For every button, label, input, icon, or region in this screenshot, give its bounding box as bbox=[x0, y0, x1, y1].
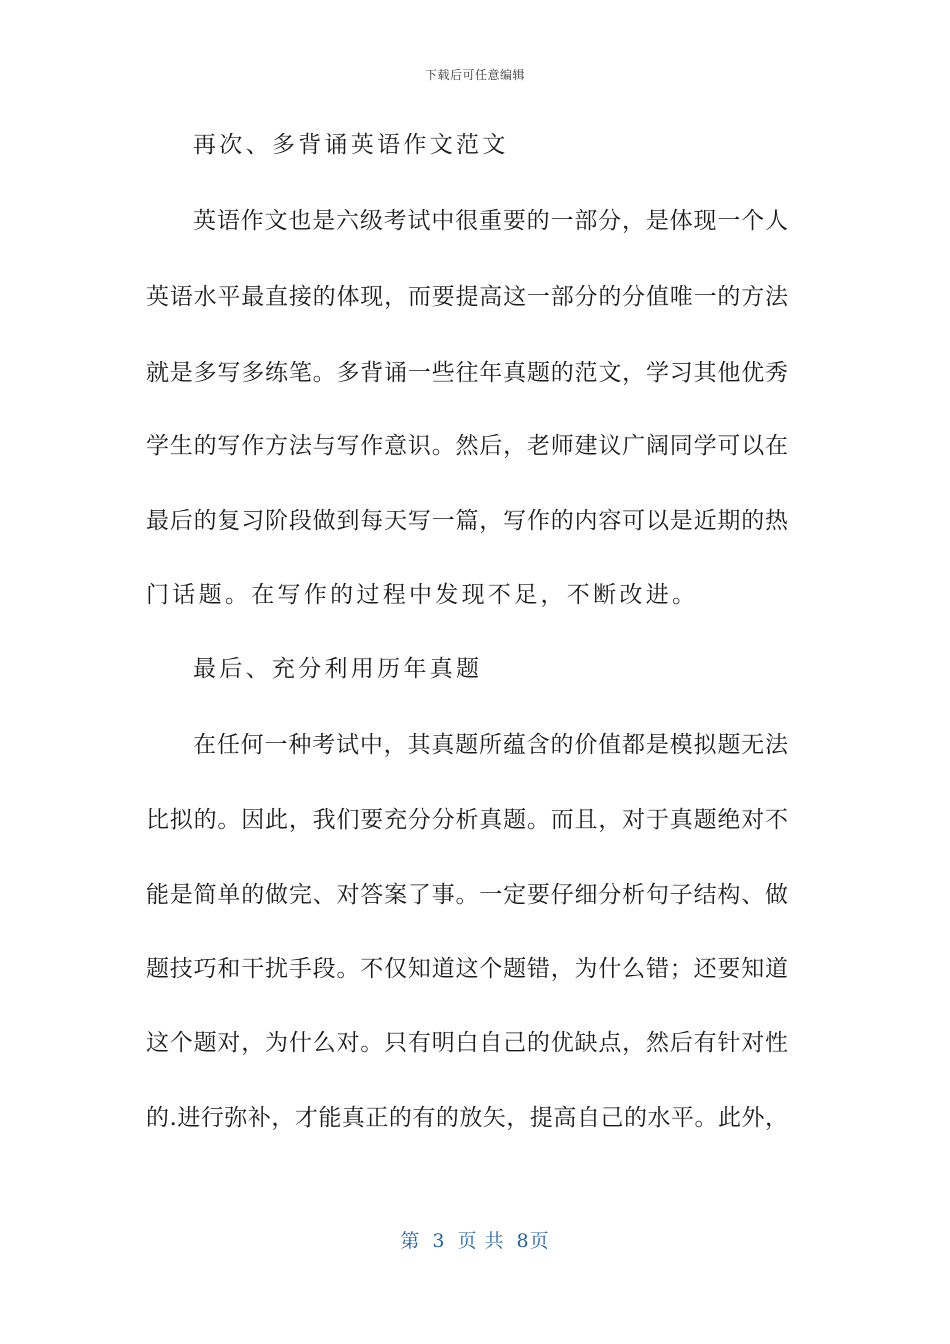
paragraph-line: 比拟的。因此，我们要充分分析真题。而且，对于真题绝对不 bbox=[146, 807, 788, 833]
paragraph-line: 英语水平最直接的体现，而要提高这一部分的分值唯一的方法 bbox=[146, 284, 788, 310]
header-note: 下载后可任意编辑 bbox=[424, 68, 525, 82]
paragraph-line: 的.进行弥补，才能真正的有的放矢，提高自己的水平。此外， bbox=[146, 1105, 788, 1131]
paragraph-line: 题技巧和干扰手段。不仅知道这个题错，为什么错；还要知道 bbox=[146, 956, 788, 982]
paragraph-line: 能是简单的做完、对答案了事。一定要仔细分析句子结构、做 bbox=[146, 882, 788, 908]
footer-total-pages: 8 bbox=[516, 1230, 530, 1252]
footer-page-number: 3 bbox=[432, 1230, 446, 1252]
section-heading-writing: 再次、多背诵英语作文范文 bbox=[193, 132, 509, 158]
paragraph-line: 在任何一种考试中，其真题所蕴含的价值都是模拟题无法 bbox=[193, 732, 788, 758]
paragraph-line: 学生的写作方法与写作意识。然后，老师建议广阔同学可以在 bbox=[146, 433, 788, 459]
paragraph-line: 这个题对，为什么对。只有明白自己的优缺点，然后有针对性 bbox=[146, 1030, 788, 1056]
footer-mid: 页 共 bbox=[457, 1230, 505, 1252]
page-footer bbox=[0, 1226, 950, 1253]
paragraph-line: 门话题。在写作的过程中发现不足，不断改进。 bbox=[146, 582, 699, 608]
paragraph-line: 英语作文也是六级考试中很重要的一部分，是体现一个人 bbox=[193, 208, 788, 234]
section-heading-past-papers: 最后、充分利用历年真题 bbox=[193, 656, 483, 682]
paragraph-line: 最后的复习阶段做到每天写一篇，写作的内容可以是近期的热 bbox=[146, 508, 788, 534]
footer-prefix: 第 bbox=[400, 1230, 421, 1252]
paragraph-line: 就是多写多练笔。多背诵一些往年真题的范文，学习其他优秀 bbox=[146, 360, 788, 386]
footer-suffix: 页 bbox=[529, 1230, 550, 1252]
